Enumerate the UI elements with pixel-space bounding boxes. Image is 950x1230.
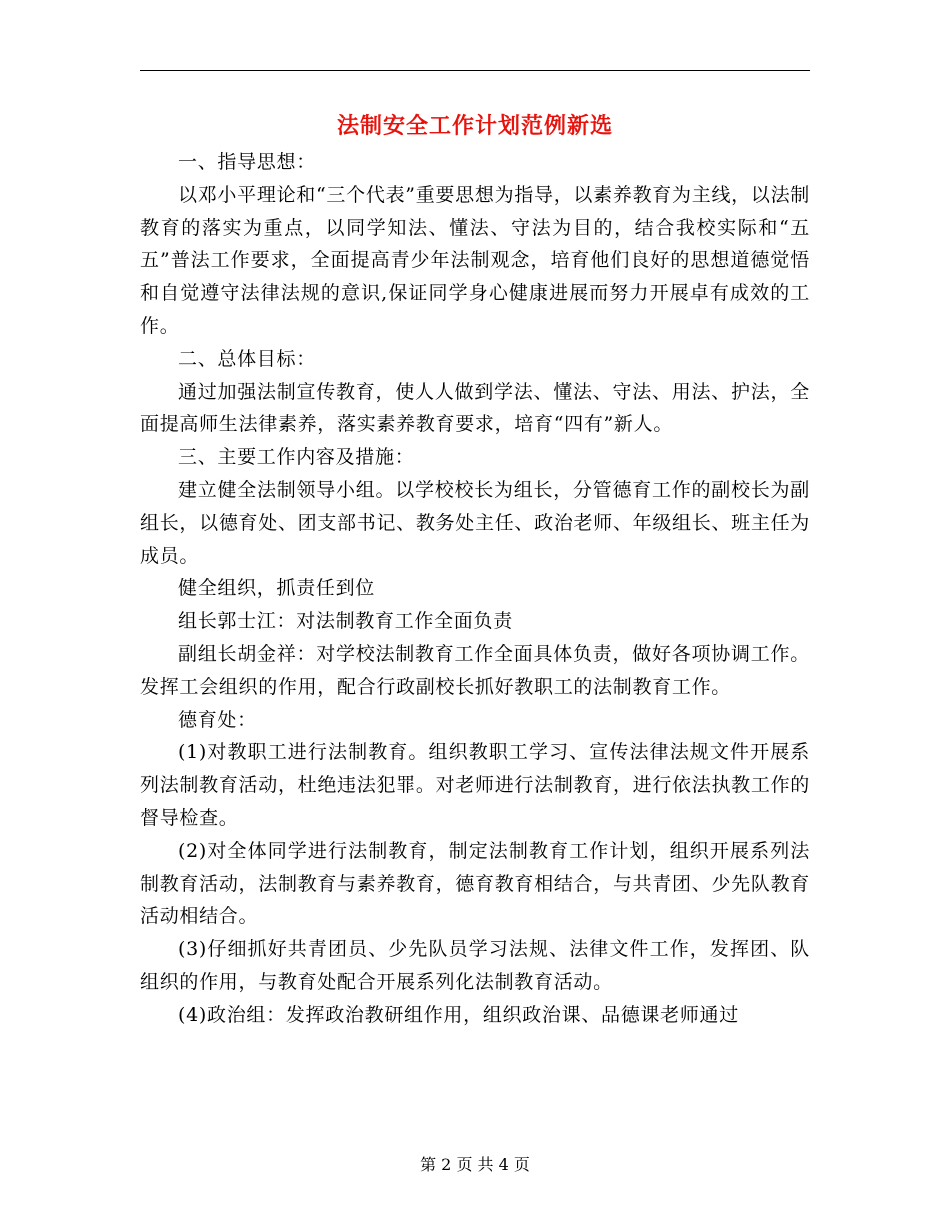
page-number: 第 2 页 共 4 页 (420, 1155, 530, 1174)
header-rule (140, 70, 810, 71)
paragraph-5: 三、主要工作内容及措施： (178, 446, 415, 469)
paragraph-6: 建立健全法制领导小组。以学校校长为组长，分管德育工作的副校长为副组长，以德育处、团支部书记、教务处主任、政治老师、年级组长、班主任为成员。 (140, 478, 810, 567)
paragraph-3: 二、总体目标： (178, 347, 316, 370)
paragraph-13: (3)仔细抓好共青团员、少先队员学习法规、法律文件工作，发挥团、队组织的作用，与教育处配合开展系列化法制教育活动。 (140, 938, 810, 993)
paragraph-14: (4)政治组：发挥政治教研组作用，组织政治课、品德课老师通过 (178, 1003, 739, 1026)
paragraph-1: 一、指导思想： (178, 151, 316, 173)
paragraph-10: 德育处： (178, 708, 257, 731)
paragraph-2: 以邓小平理论和“三个代表”重要思想为指导，以素养教育为主线，以法制教育的落实为重点，以同学知法、懂法、守法为目的，结合我校实际和“五五”普法工作要求，全面提高青少年法制观念，培育他们良好的思想道德觉悟和自觉遵守法律法规的意识,保证同学身心健康进展而努力开展卓有成效的工作。 (140, 183, 810, 337)
document-title: 法制安全工作计划范例新选 (336, 113, 613, 139)
paragraph-8: 组长郭士江：对法制教育工作全面负责 (178, 610, 513, 633)
paragraph-12: (2)对全体同学进行法制教育，制定法制教育工作计划，组织开展系列法制教育活动，法制教育与素养教育，德育教育相结合，与共青团、少先队教育活动相结合。 (140, 839, 810, 928)
document-body (140, 146, 810, 1032)
paragraph-7: 健全组织，抓责任到位 (178, 577, 376, 600)
paragraph-9: 副组长胡金祥：对学校法制教育工作全面具体负责，做好各项协调工作。发挥工会组织的作用，配合行政副校长抓好教职工的法制教育工作。 (140, 642, 810, 698)
paragraph-11: (1)对教职工进行法制教育。组织教职工学习、宣传法律法规文件开展系列法制教育活动，杜绝违法犯罪。对老师进行法制教育，进行依法执教工作的督导检查。 (140, 741, 810, 829)
paragraph-4: 通过加强法制宣传教育，使人人做到学法、懂法、守法、用法、护法，全面提高师生法律素养，落实素养教育要求，培育“四有”新人。 (140, 380, 810, 436)
